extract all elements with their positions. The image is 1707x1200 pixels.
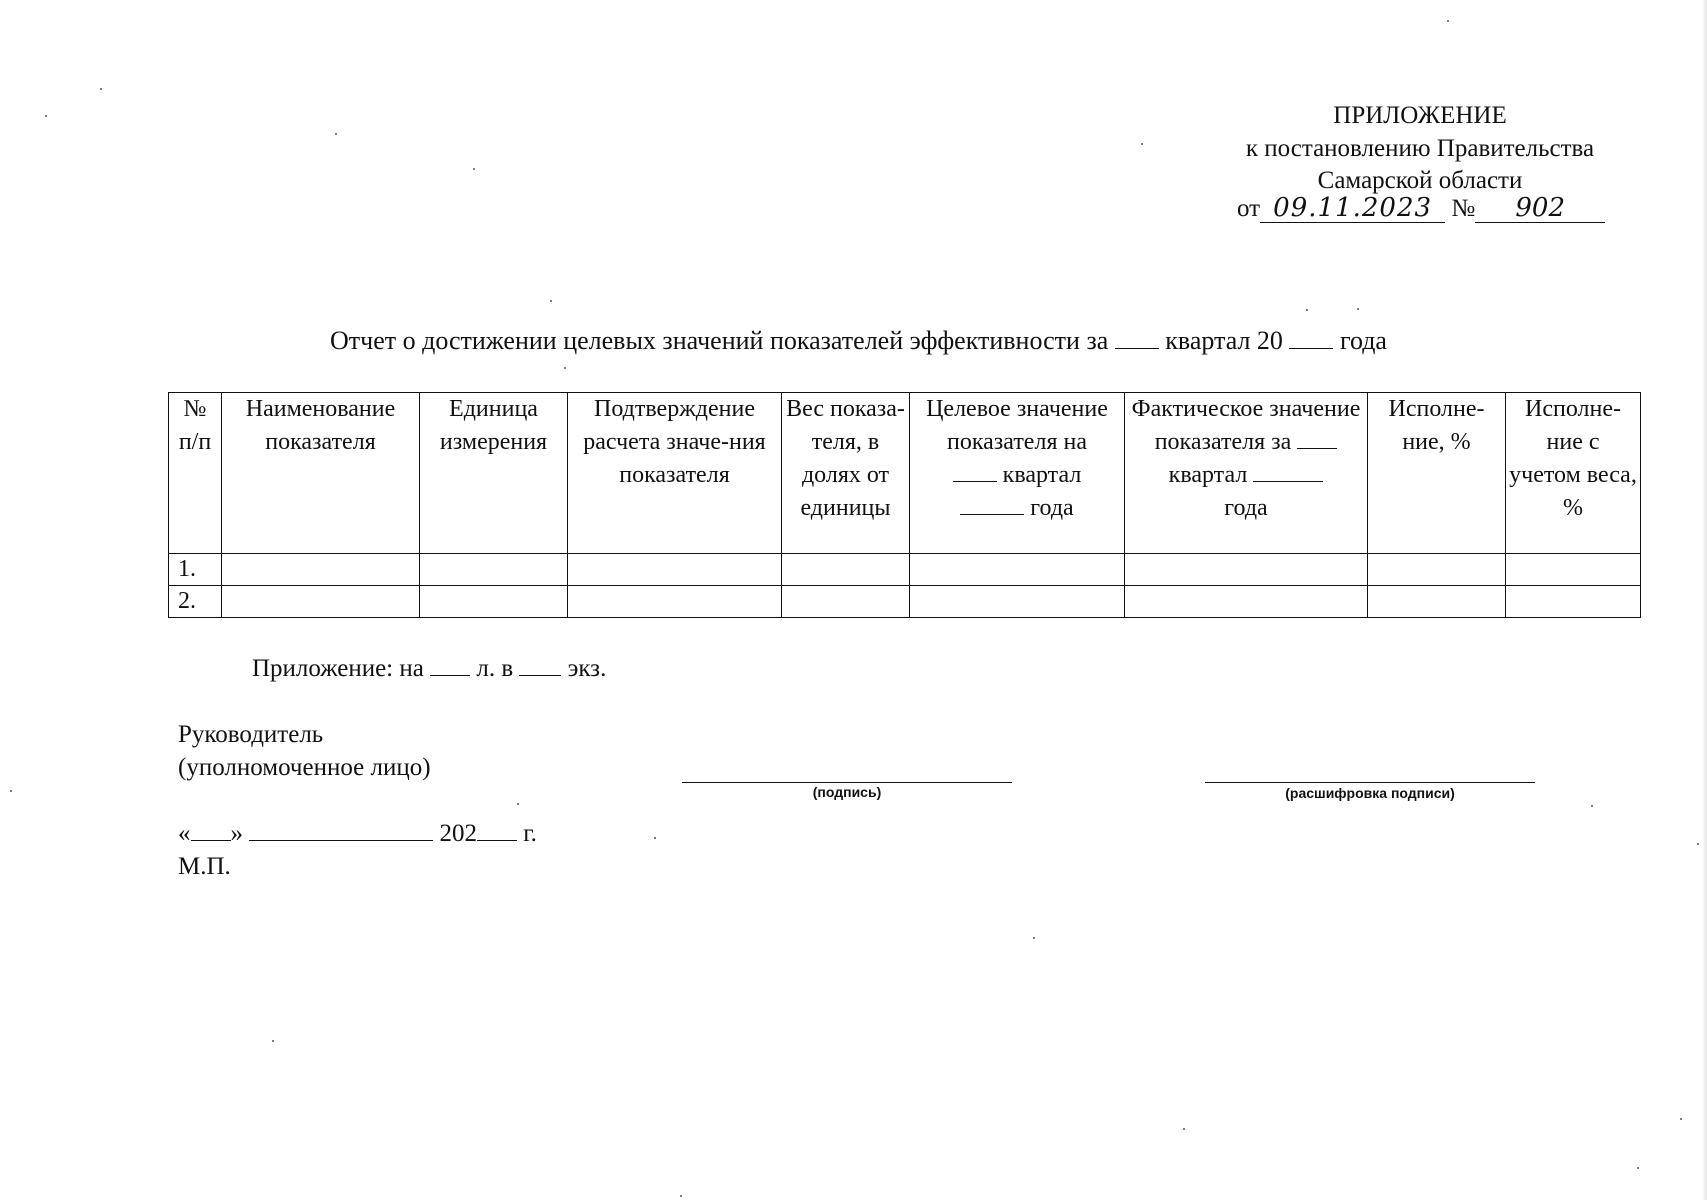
signature-caption: (подпись) xyxy=(812,784,882,800)
scan-edge-shadow xyxy=(1702,0,1707,1200)
year-blank-bottom xyxy=(477,820,517,841)
col-header-indicator-name: Наименование показателя xyxy=(222,393,420,554)
decree-line-2: Самарской области xyxy=(1317,167,1523,194)
year-prefix: 202 xyxy=(439,820,477,847)
table-cell xyxy=(1125,554,1368,586)
handwritten-date: 09.11.2023 xyxy=(1260,194,1445,223)
actual-quarter-label: квартал xyxy=(1168,462,1248,488)
table-cell xyxy=(222,586,420,618)
scan-speck xyxy=(1306,309,1308,311)
scan-speck xyxy=(1357,308,1359,310)
appendix-title: ПРИЛОЖЕНИЕ xyxy=(1333,102,1507,129)
attachment-middle: л. в xyxy=(476,655,514,682)
target-value-label: Целевое значение показателя на xyxy=(926,396,1108,455)
table-cell xyxy=(568,554,782,586)
table-cell xyxy=(222,554,420,586)
actual-year-blank xyxy=(1253,463,1323,482)
actual-value-label: Фактическое значение показателя за xyxy=(1131,396,1361,455)
scan-speck xyxy=(1183,1128,1185,1130)
target-year-blank xyxy=(960,496,1024,515)
scan-speck xyxy=(1033,937,1035,939)
attachment-prefix: Приложение: на xyxy=(252,655,424,682)
from-label: от xyxy=(1237,195,1261,222)
signature-decode-line xyxy=(1205,782,1535,783)
stamp-label: М.П. xyxy=(178,853,231,880)
year-blank xyxy=(1289,328,1333,349)
quote-close: » xyxy=(230,820,243,847)
scan-speck xyxy=(517,803,519,805)
month-blank xyxy=(249,820,433,841)
report-title-part3: года xyxy=(1339,326,1387,355)
decree-date-line xyxy=(1237,193,1605,225)
scan-speck xyxy=(654,837,656,839)
scan-speck xyxy=(335,133,337,135)
scan-speck xyxy=(272,1040,274,1042)
scan-speck xyxy=(550,300,552,302)
table-cell xyxy=(420,586,568,618)
scan-speck xyxy=(100,88,102,90)
table-cell xyxy=(1506,554,1641,586)
copies-blank xyxy=(519,655,561,676)
col-header-weighted-execution: Исполне-ние с учетом веса, % xyxy=(1506,393,1641,554)
handwritten-number: 902 xyxy=(1475,194,1605,223)
col-header-actual-value xyxy=(1125,393,1368,554)
table-row xyxy=(169,586,1641,618)
table-cell xyxy=(1125,586,1368,618)
attachment-line xyxy=(252,652,606,685)
scan-speck xyxy=(1591,805,1593,807)
head-label: Руководитель xyxy=(178,721,324,748)
table-cell xyxy=(1506,586,1641,618)
signature-line xyxy=(682,782,1012,783)
table-cell xyxy=(1368,586,1506,618)
sheets-blank xyxy=(430,655,470,676)
scan-speck xyxy=(1447,20,1449,22)
target-quarter-label: квартал xyxy=(1002,462,1082,488)
quote-open: « xyxy=(178,820,191,847)
scan-speck xyxy=(1697,843,1699,845)
report-title-part2: квартал 20 xyxy=(1165,326,1283,355)
decree-line-1: к постановлению Правительства xyxy=(1245,135,1595,162)
signature-decode-caption: (расшифровка подписи) xyxy=(1285,785,1455,801)
table-cell: 2. xyxy=(169,586,222,618)
col-header-weight: Вес показа-теля, в долях от единицы xyxy=(782,393,910,554)
table-cell: 1. xyxy=(169,554,222,586)
table-cell xyxy=(1368,554,1506,586)
attachment-suffix: экз. xyxy=(567,655,607,682)
day-blank xyxy=(191,820,231,841)
actual-year-label: года xyxy=(1224,495,1268,521)
scan-speck xyxy=(45,115,47,117)
actual-quarter-blank xyxy=(1297,430,1337,449)
col-header-number: № п/п xyxy=(169,393,222,554)
number-label: № xyxy=(1451,195,1476,222)
scan-speck xyxy=(680,1195,682,1197)
report-title xyxy=(330,325,1387,357)
col-header-execution: Исполне-ние, % xyxy=(1368,393,1506,554)
table-cell xyxy=(420,554,568,586)
quarter-blank xyxy=(1115,328,1159,349)
authorized-person-label: (уполномоченное лицо) xyxy=(178,754,431,781)
year-suffix: г. xyxy=(523,820,537,847)
col-header-calculation-confirmation: Подтверждение расчета значе-ния показателя xyxy=(568,393,782,554)
date-line xyxy=(178,817,537,850)
target-quarter-blank xyxy=(953,463,997,482)
col-header-target-value xyxy=(910,393,1125,554)
performance-table xyxy=(168,392,1641,618)
target-year-label: года xyxy=(1030,495,1074,521)
table-cell xyxy=(910,554,1125,586)
table-cell xyxy=(568,586,782,618)
scan-speck xyxy=(10,790,12,792)
scan-speck xyxy=(1141,143,1143,145)
scan-speck xyxy=(1680,1118,1682,1120)
table-cell xyxy=(782,586,910,618)
scan-speck xyxy=(564,367,566,369)
table-cell xyxy=(782,554,910,586)
scan-speck xyxy=(473,168,475,170)
table-row xyxy=(169,554,1641,586)
report-title-part1: Отчет о достижении целевых значений показателей эффективности за xyxy=(330,326,1109,355)
table-header-row xyxy=(169,393,1641,554)
table-cell xyxy=(910,586,1125,618)
col-header-unit: Единица измерения xyxy=(420,393,568,554)
scan-speck xyxy=(1637,1167,1639,1169)
